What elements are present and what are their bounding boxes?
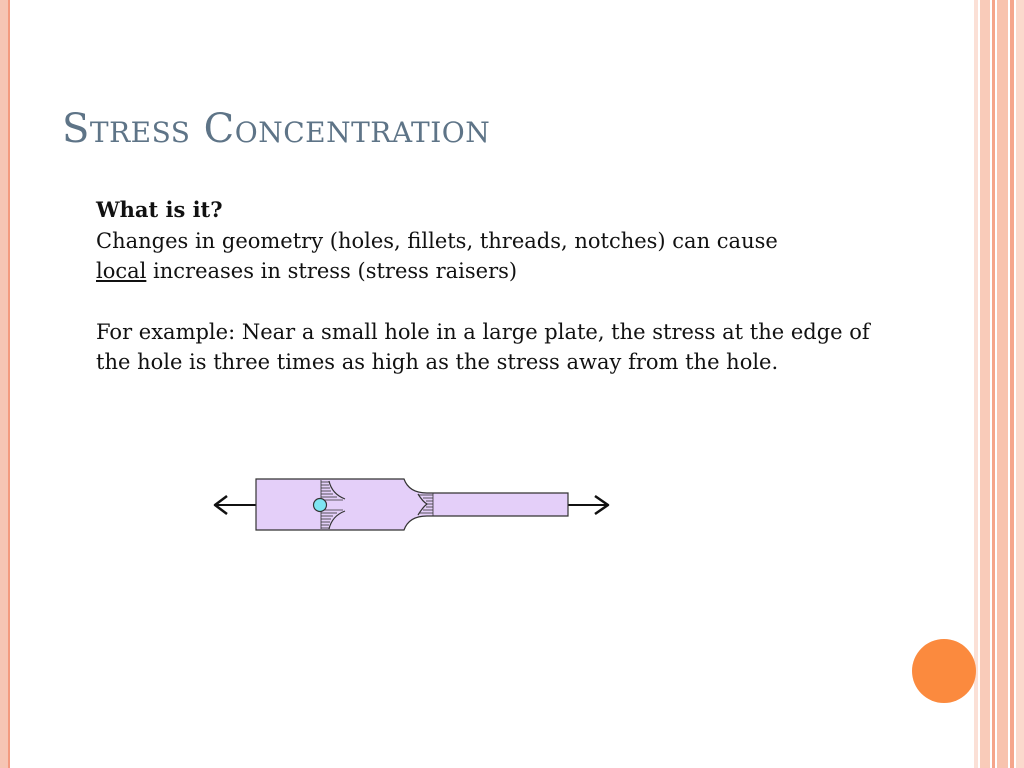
right-tension-arrow bbox=[568, 496, 608, 514]
definition-text-end: increases in stress (stress raisers) bbox=[146, 259, 518, 283]
paragraph-gap bbox=[96, 287, 886, 317]
specimen-plate bbox=[256, 479, 568, 530]
decorative-orange-circle bbox=[912, 639, 976, 703]
definition-underlined-word: local bbox=[96, 259, 147, 283]
left-tension-arrow bbox=[215, 496, 256, 514]
definition-paragraph bbox=[96, 226, 886, 287]
right-stripes-decoration bbox=[974, 0, 1024, 768]
page-title: Stress Concentration bbox=[62, 106, 491, 152]
left-border-decoration bbox=[0, 0, 11, 768]
stress-concentration-diagram bbox=[205, 468, 625, 548]
example-paragraph: For example: Near a small hole in a large plate, the stress at the edge of the hole is three times as high as the stress away from the hole. bbox=[96, 319, 870, 374]
slide-body bbox=[96, 195, 886, 378]
definition-text-start: Changes in geometry (holes, fillets, threads, notches) can cause bbox=[96, 228, 778, 253]
hole bbox=[314, 499, 327, 512]
question-heading: What is it? bbox=[96, 197, 223, 222]
